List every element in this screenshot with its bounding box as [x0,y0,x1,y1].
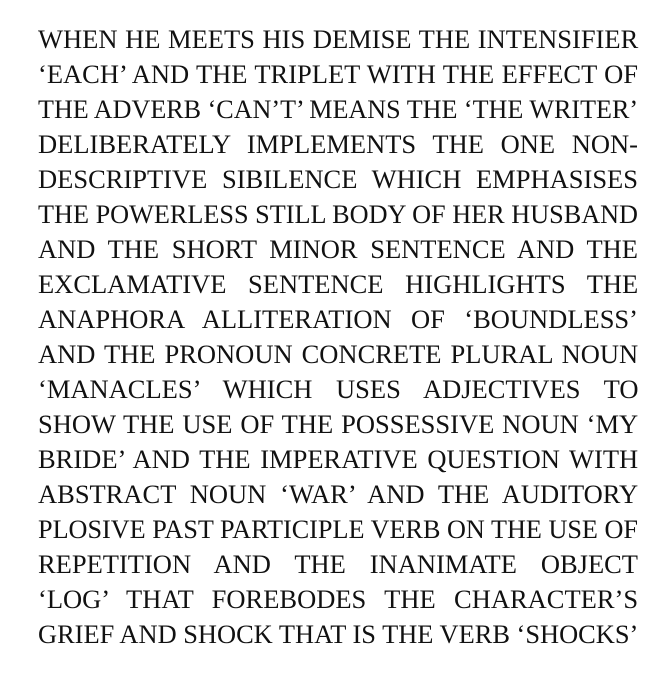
passage-line-18: GRIEF AND SHOCK THAT IS THE VERB ‘SHOCKS’ [38,619,639,649]
passage-line-11: ‘MANACLES’ WHICH USES ADJECTIVES TO [38,374,639,404]
passage-line-9: ANAPHORA ALLITERATION OF ‘BOUNDLESS’ [38,304,638,334]
passage-line-15: PLOSIVE PAST PARTICIPLE VERB ON THE USE OF [38,515,638,544]
passage-line-12: SHOW THE USE OF THE POSSESSIVE NOUN ‘MY [38,409,639,439]
passage-line-2: ‘EACH’ AND THE TRIPLET WITH THE EFFECT OF [38,59,639,89]
passage-line-4: DELIBERATELY IMPLEMENTS THE ONE NON- [38,129,638,159]
passage-line-1: WHEN HE MEETS HIS DEMISE THE INTENSIFIER [38,24,639,54]
passage-line-5: DESCRIPTIVE SIBILENCE WHICH EMPHASISES [38,164,638,194]
passage-line-6: THE POWERLESS STILL BODY OF HER HUSBAND [38,200,638,229]
passage-line-16: REPETITION AND THE INANIMATE OBJECT [38,549,638,579]
passage-line-17: ‘LOG’ THAT FOREBODES THE CHARACTER’S [38,584,639,614]
passage-line-8: EXCLAMATIVE SENTENCE HIGHLIGHTS THE [38,269,639,299]
passage-line-7: AND THE SHORT MINOR SENTENCE AND THE [38,234,638,264]
passage-line-13: BRIDE’ AND THE IMPERATIVE QUESTION WITH [38,444,639,474]
passage-line-14: ABSTRACT NOUN ‘WAR’ AND THE AUDITORY [38,479,639,509]
text-passage [38,22,638,652]
passage-line-10: AND THE PRONOUN CONCRETE PLURAL NOUN [38,339,639,369]
passage-line-3: THE ADVERB ‘CAN’T’ MEANS THE ‘THE WRITER’ [38,95,639,124]
